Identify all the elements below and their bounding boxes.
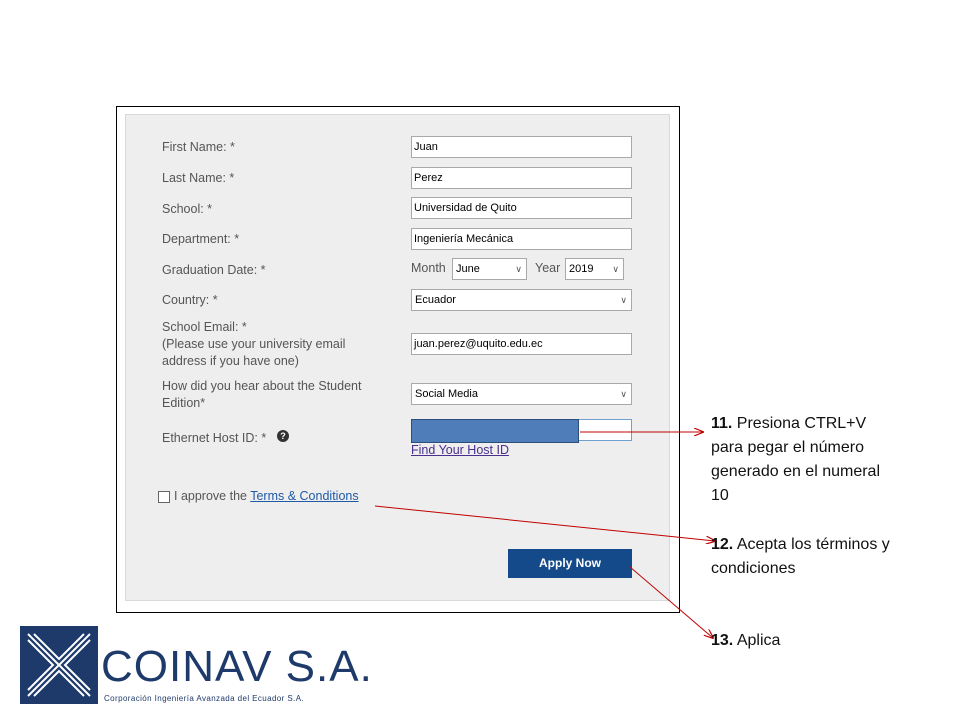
- year-select-value: 2019: [569, 263, 594, 275]
- school-email-input[interactable]: juan.perez@uquito.edu.ec: [411, 333, 632, 355]
- country-select-value: Ecuador: [415, 294, 456, 306]
- step-12-text: Acepta los términos y condiciones: [711, 536, 890, 577]
- approve-text: I approve the: [174, 489, 251, 503]
- hear-about-label-1: How did you hear about the Student: [162, 379, 362, 393]
- arrow-13: [630, 567, 713, 638]
- annotation-step-13: [711, 629, 901, 653]
- hear-about-select-value: Social Media: [415, 388, 478, 400]
- hear-about-label-2: Edition*: [162, 396, 206, 410]
- last-name-label: Last Name: *: [162, 171, 235, 185]
- host-id-label: Ethernet Host ID: *: [162, 431, 267, 445]
- month-select-value: June: [456, 263, 480, 275]
- school-email-label: School Email: *: [162, 320, 247, 334]
- step-12-number: 12.: [711, 536, 734, 553]
- logo-subtitle: Corporación Ingeniería Avanzada del Ecuador S.A.: [104, 694, 305, 703]
- annotation-step-11: [711, 412, 901, 508]
- first-name-input[interactable]: Juan: [411, 136, 632, 158]
- step-11-text: Presiona CTRL+V para pegar el número generado en el numeral 10: [711, 415, 881, 504]
- terms-link[interactable]: Terms & Conditions: [250, 489, 359, 503]
- country-label: Country: *: [162, 293, 218, 307]
- chevron-down-icon: ∨: [612, 264, 619, 274]
- chevron-down-icon: ∨: [620, 389, 627, 399]
- first-name-label: First Name: *: [162, 140, 235, 154]
- school-email-hint-1: (Please use your university email: [162, 337, 346, 351]
- coinav-logo-icon: [20, 626, 98, 704]
- school-email-hint-2: address if you have one): [162, 354, 299, 368]
- school-input[interactable]: Universidad de Quito: [411, 197, 632, 219]
- chevron-down-icon: ∨: [620, 295, 627, 305]
- year-label: Year: [535, 261, 561, 275]
- find-host-id-link[interactable]: Find Your Host ID: [411, 443, 509, 457]
- logo-name: COINAV S.A.: [101, 642, 373, 691]
- annotation-step-12: [711, 533, 901, 581]
- help-icon[interactable]: ?: [277, 430, 289, 442]
- step-13-number: 13.: [711, 632, 734, 649]
- last-name-input[interactable]: Perez: [411, 167, 632, 189]
- month-label: Month: [411, 261, 446, 275]
- chevron-down-icon: ∨: [515, 264, 522, 274]
- department-label: Department: *: [162, 232, 240, 246]
- step-11-number: 11.: [711, 415, 733, 432]
- school-label: School: *: [162, 202, 213, 216]
- step-13-text: Aplica: [733, 632, 781, 649]
- apply-now-button[interactable]: Apply Now: [508, 549, 632, 578]
- graduation-date-label: Graduation Date: *: [162, 263, 266, 277]
- department-input[interactable]: Ingeniería Mecánica: [411, 228, 632, 250]
- arrow-12: [375, 506, 715, 541]
